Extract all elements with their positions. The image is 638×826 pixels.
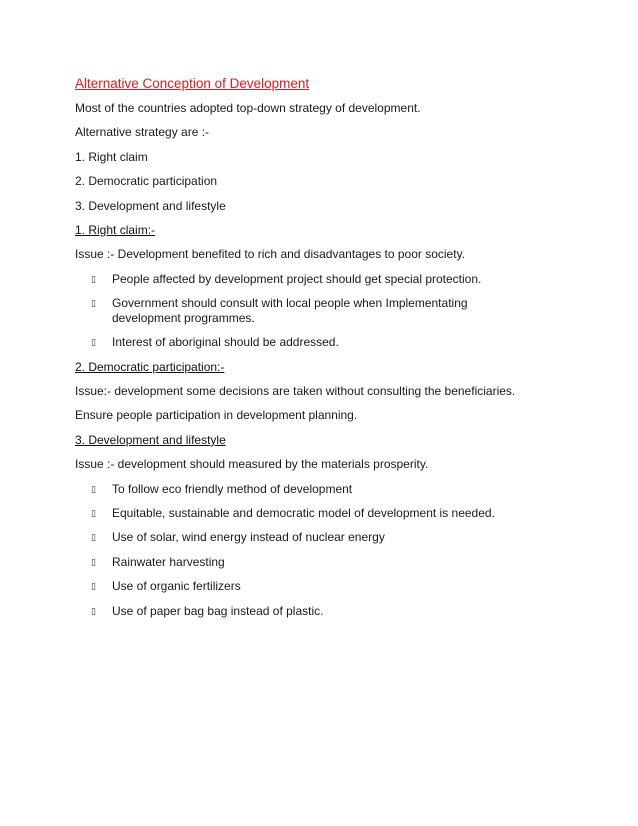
list-item-text: Use of organic fertilizers — [112, 579, 241, 594]
bullet-icon: ▯ — [91, 581, 96, 592]
list-item — [75, 530, 555, 545]
strategy-item: 1. Right claim — [75, 149, 148, 164]
bullet-icon: ▯ — [91, 508, 96, 519]
list-item-text: Equitable, sustainable and democratic model of development is needed. — [112, 506, 495, 521]
list-item — [75, 555, 555, 570]
list-item-text: People affected by development project should get special protection. — [112, 271, 482, 286]
list-item-text: Use of paper bag bag instead of plastic. — [112, 603, 324, 618]
list-item — [75, 506, 555, 521]
list-item-text: Use of solar, wind energy instead of nuclear energy — [112, 530, 385, 545]
bullet-icon: ▯ — [91, 532, 96, 543]
bullet-icon: ▯ — [91, 556, 96, 567]
section-note: Ensure people participation in development planning. — [75, 408, 358, 423]
section-heading-right-claim: 1. Right claim:- — [75, 222, 156, 237]
list-item-text: Government should consult with local people when Implementating development programmes. — [112, 296, 468, 325]
bullet-icon: ▯ — [91, 605, 96, 616]
list-item — [75, 272, 555, 287]
document-page — [75, 76, 555, 628]
strategy-item: 3. Development and lifestyle — [75, 198, 226, 213]
list-item — [75, 579, 555, 594]
intro-strategies-label: Alternative strategy are :- — [75, 125, 210, 140]
list-item — [75, 604, 555, 619]
section-heading-democratic-participation: 2. Democratic participation:- — [75, 359, 225, 374]
strategy-item: 2. Democratic participation — [75, 174, 218, 189]
bullet-icon: ▯ — [91, 483, 96, 494]
list-item-text: Interest of aboriginal should be addressed. — [112, 335, 339, 350]
list-item — [75, 482, 555, 497]
section-issue: Issue :- development should measured by the materials prosperity. — [75, 457, 429, 472]
intro-paragraph: Most of the countries adopted top-down strategy of development. — [75, 101, 421, 115]
section-issue: Issue:- development some decisions are taken without consulting the beneficiaries. — [75, 384, 516, 399]
bullet-list — [75, 482, 555, 619]
section-heading-development-lifestyle: 3. Development and lifestyle — [75, 432, 226, 447]
bullet-list — [75, 272, 555, 350]
bullet-icon: ▯ — [91, 273, 96, 284]
bullet-icon: ▯ — [91, 337, 96, 348]
bullet-icon: ▯ — [91, 298, 96, 309]
list-item — [75, 335, 555, 350]
list-item — [75, 296, 555, 326]
document-title: Alternative Conception of Development — [75, 76, 310, 91]
section-issue: Issue :- Development benefited to rich and disadvantages to poor society. — [75, 247, 466, 262]
list-item-text: Rainwater harvesting — [112, 554, 225, 569]
list-item-text: To follow eco friendly method of development — [112, 481, 353, 496]
